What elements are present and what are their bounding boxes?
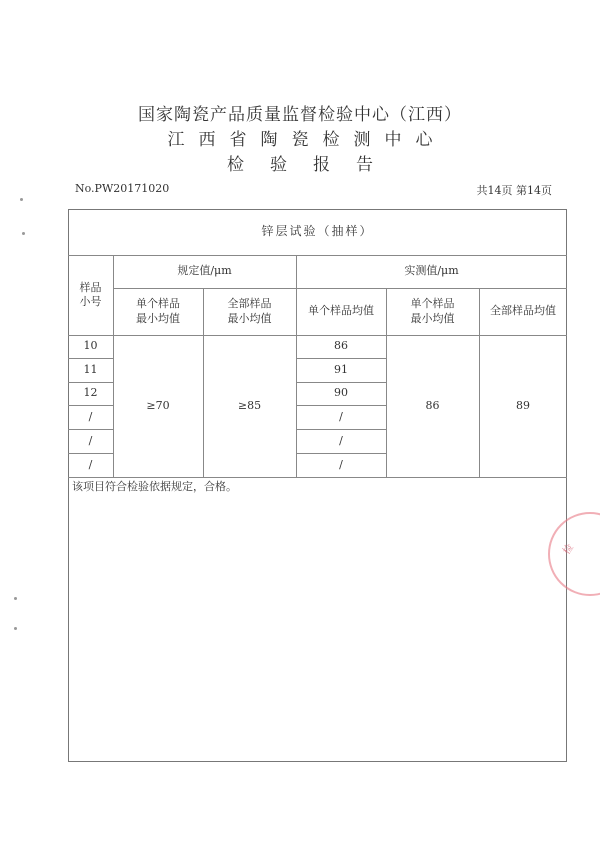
measured-avg-cell: /	[339, 457, 343, 471]
report-number: No.PW20171020	[75, 182, 170, 195]
measured-single-min-value: 86	[425, 398, 440, 412]
scan-mark	[14, 597, 17, 600]
header-spec-group: 规定值/μm	[177, 264, 232, 278]
sample-no-cell: 12	[83, 386, 98, 400]
scan-mark	[14, 627, 17, 630]
sample-no-cell: /	[88, 457, 93, 471]
measured-avg-cell: /	[339, 409, 343, 423]
header-measured-group: 实测值/μm	[404, 264, 459, 278]
conclusion-text: 该项目符合检验依据规定，合格。	[72, 480, 237, 493]
sample-no-cell: 10	[83, 339, 98, 353]
spec-all-min-value: ≥85	[237, 398, 262, 412]
scan-mark	[22, 232, 25, 235]
center-title: 江西省陶瓷检测中心	[167, 130, 447, 150]
header-meas-all-avg: 全部样品均值	[490, 304, 556, 318]
spec-single-min-value: ≥70	[146, 398, 170, 412]
sample-no-cell: /	[88, 433, 93, 447]
header-sample-no: 样品 小号	[79, 280, 102, 308]
measured-avg-cell: 90	[334, 386, 348, 400]
measured-avg-cell: /	[339, 433, 343, 447]
section-title: 锌层试验（抽样）	[261, 224, 374, 239]
measured-avg-cell: 86	[334, 339, 348, 353]
page-info: 共14页 第14页	[476, 184, 552, 197]
header-meas-single-avg: 单个样品均值	[308, 304, 374, 318]
measured-avg-cell: 91	[334, 362, 348, 376]
scan-mark	[20, 198, 23, 201]
report-title: 检验报告	[227, 155, 399, 175]
sample-no-cell: 11	[83, 362, 98, 376]
institution-title: 国家陶瓷产品质量监督检验中心（江西）	[138, 105, 462, 125]
header-meas-single-min: 单个样品 最小均值	[410, 297, 455, 325]
measured-all-avg-value: 89	[516, 398, 530, 412]
sample-no-cell: /	[88, 409, 93, 423]
header-spec-single-min: 单个样品 最小均值	[136, 297, 180, 325]
stamp-glyph: 检	[561, 542, 577, 557]
header-spec-all-min: 全部样品 最小均值	[227, 297, 272, 325]
